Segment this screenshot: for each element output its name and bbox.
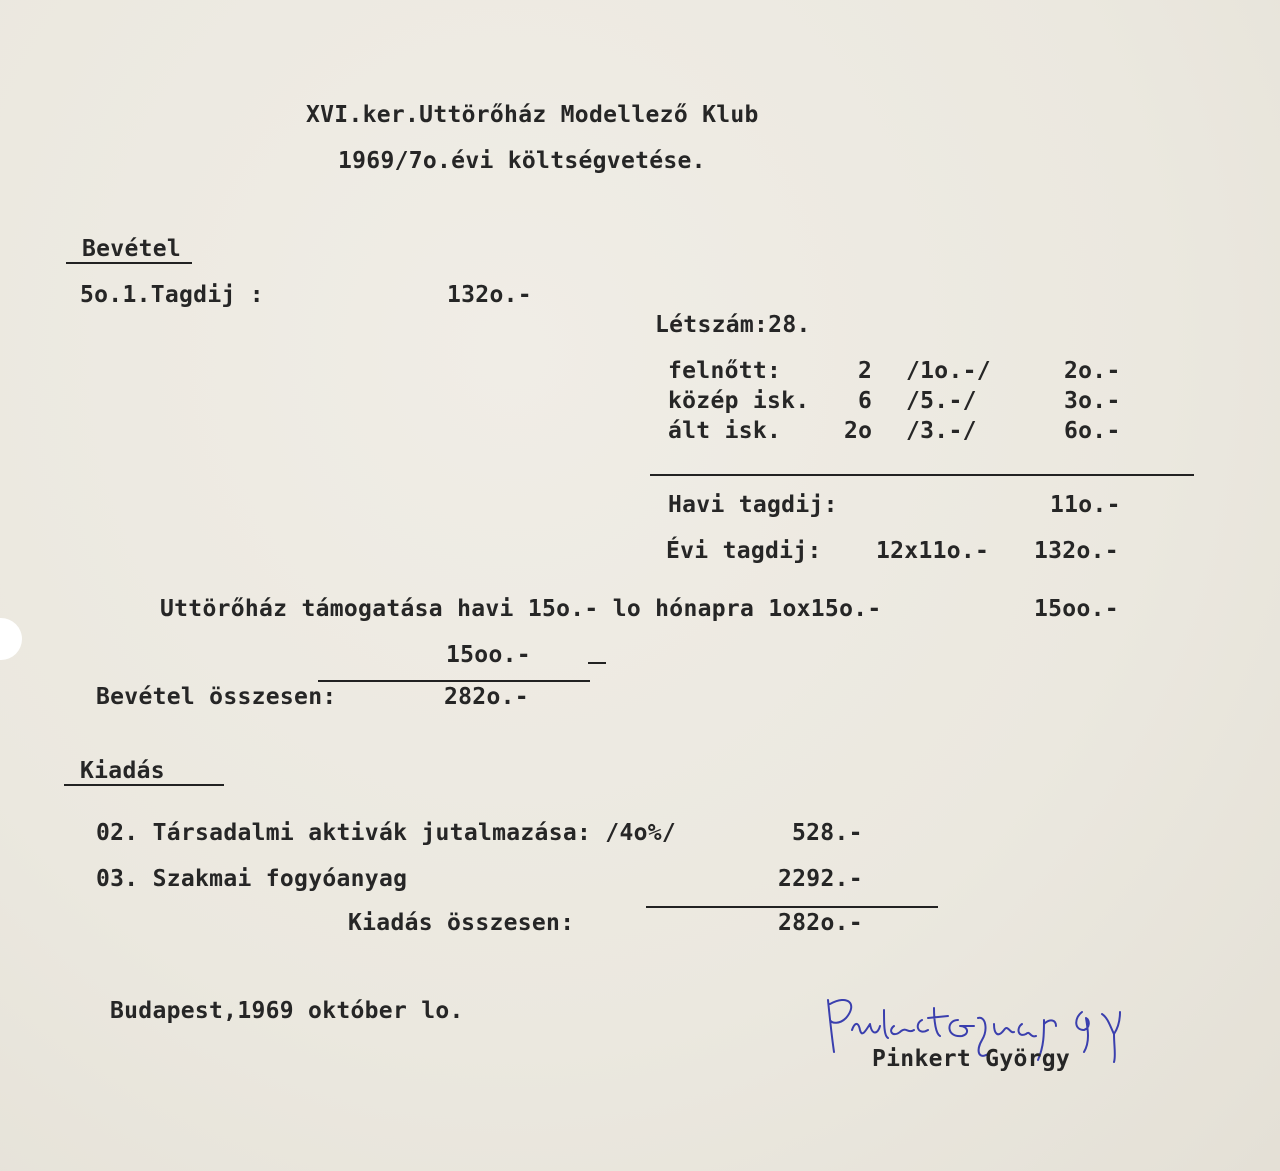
expense-total-rule	[646, 906, 938, 908]
breakdown-amount-adult: 2o.-	[1064, 358, 1121, 384]
signer-name: Pinkert György	[872, 1046, 1071, 1072]
expense-total-amount: 282o.-	[778, 910, 863, 936]
breakdown-label-primary: ált isk.	[668, 418, 782, 444]
place-date: Budapest,1969 október lo.	[110, 998, 464, 1024]
support-amount-left: 15oo.-	[446, 642, 531, 668]
monthly-fee-label: Havi tagdij:	[668, 492, 838, 518]
breakdown-amount-primary: 6o.-	[1064, 418, 1121, 444]
document-title: XVI.ker.Uttörőház Modellező Klub	[306, 102, 759, 128]
membership-fee-label: 5o.1.Tagdij :	[80, 282, 264, 308]
breakdown-rate-primary: /3.-/	[906, 418, 977, 444]
monthly-fee-amount: 11o.-	[1050, 492, 1121, 518]
income-heading: Bevétel	[82, 236, 182, 262]
breakdown-label-adult: felnőtt:	[668, 358, 782, 384]
support-amount: 15oo.-	[1034, 596, 1119, 622]
yearly-fee-amount: 132o.-	[1034, 538, 1119, 564]
breakdown-total-rule	[650, 474, 1194, 476]
expense-total-label: Kiadás összesen:	[348, 910, 575, 936]
breakdown-count-adult: 2	[858, 358, 873, 384]
dash-mark	[588, 662, 606, 664]
yearly-fee-label: Évi tagdij:	[666, 538, 822, 564]
expense-item-amount: 2292.-	[778, 866, 863, 892]
expense-heading-underline	[64, 784, 224, 786]
breakdown-rate-adult: /1o.-/	[906, 358, 991, 384]
breakdown-label-secondary: közép isk.	[668, 388, 810, 414]
membership-fee-amount: 132o.-	[447, 282, 532, 308]
breakdown-rate-secondary: /5.-/	[906, 388, 977, 414]
expense-item-label: 02. Társadalmi aktivák jutalmazása: /4o%/	[96, 820, 677, 846]
document-subtitle: 1969/7o.évi költségvetése.	[338, 148, 706, 174]
income-heading-underline	[66, 262, 192, 264]
expense-heading: Kiadás	[80, 758, 165, 784]
breakdown-count-primary: 2o	[844, 418, 873, 444]
breakdown-amount-secondary: 3o.-	[1064, 388, 1121, 414]
breakdown-count-secondary: 6	[858, 388, 873, 414]
income-total-label: Bevétel összesen:	[96, 684, 337, 710]
expense-item-label: 03. Szakmai fogyóanyag	[96, 866, 408, 892]
expense-item-amount: 528.-	[792, 820, 863, 846]
yearly-fee-calc: 12x11o.-	[876, 538, 990, 564]
income-total-amount: 282o.-	[444, 684, 529, 710]
headcount-label: Létszám:28.	[655, 312, 811, 338]
income-total-rule	[318, 680, 590, 682]
support-text: Uttörőház támogatása havi 15o.- lo hónapra 1ox15o.-	[160, 596, 882, 622]
